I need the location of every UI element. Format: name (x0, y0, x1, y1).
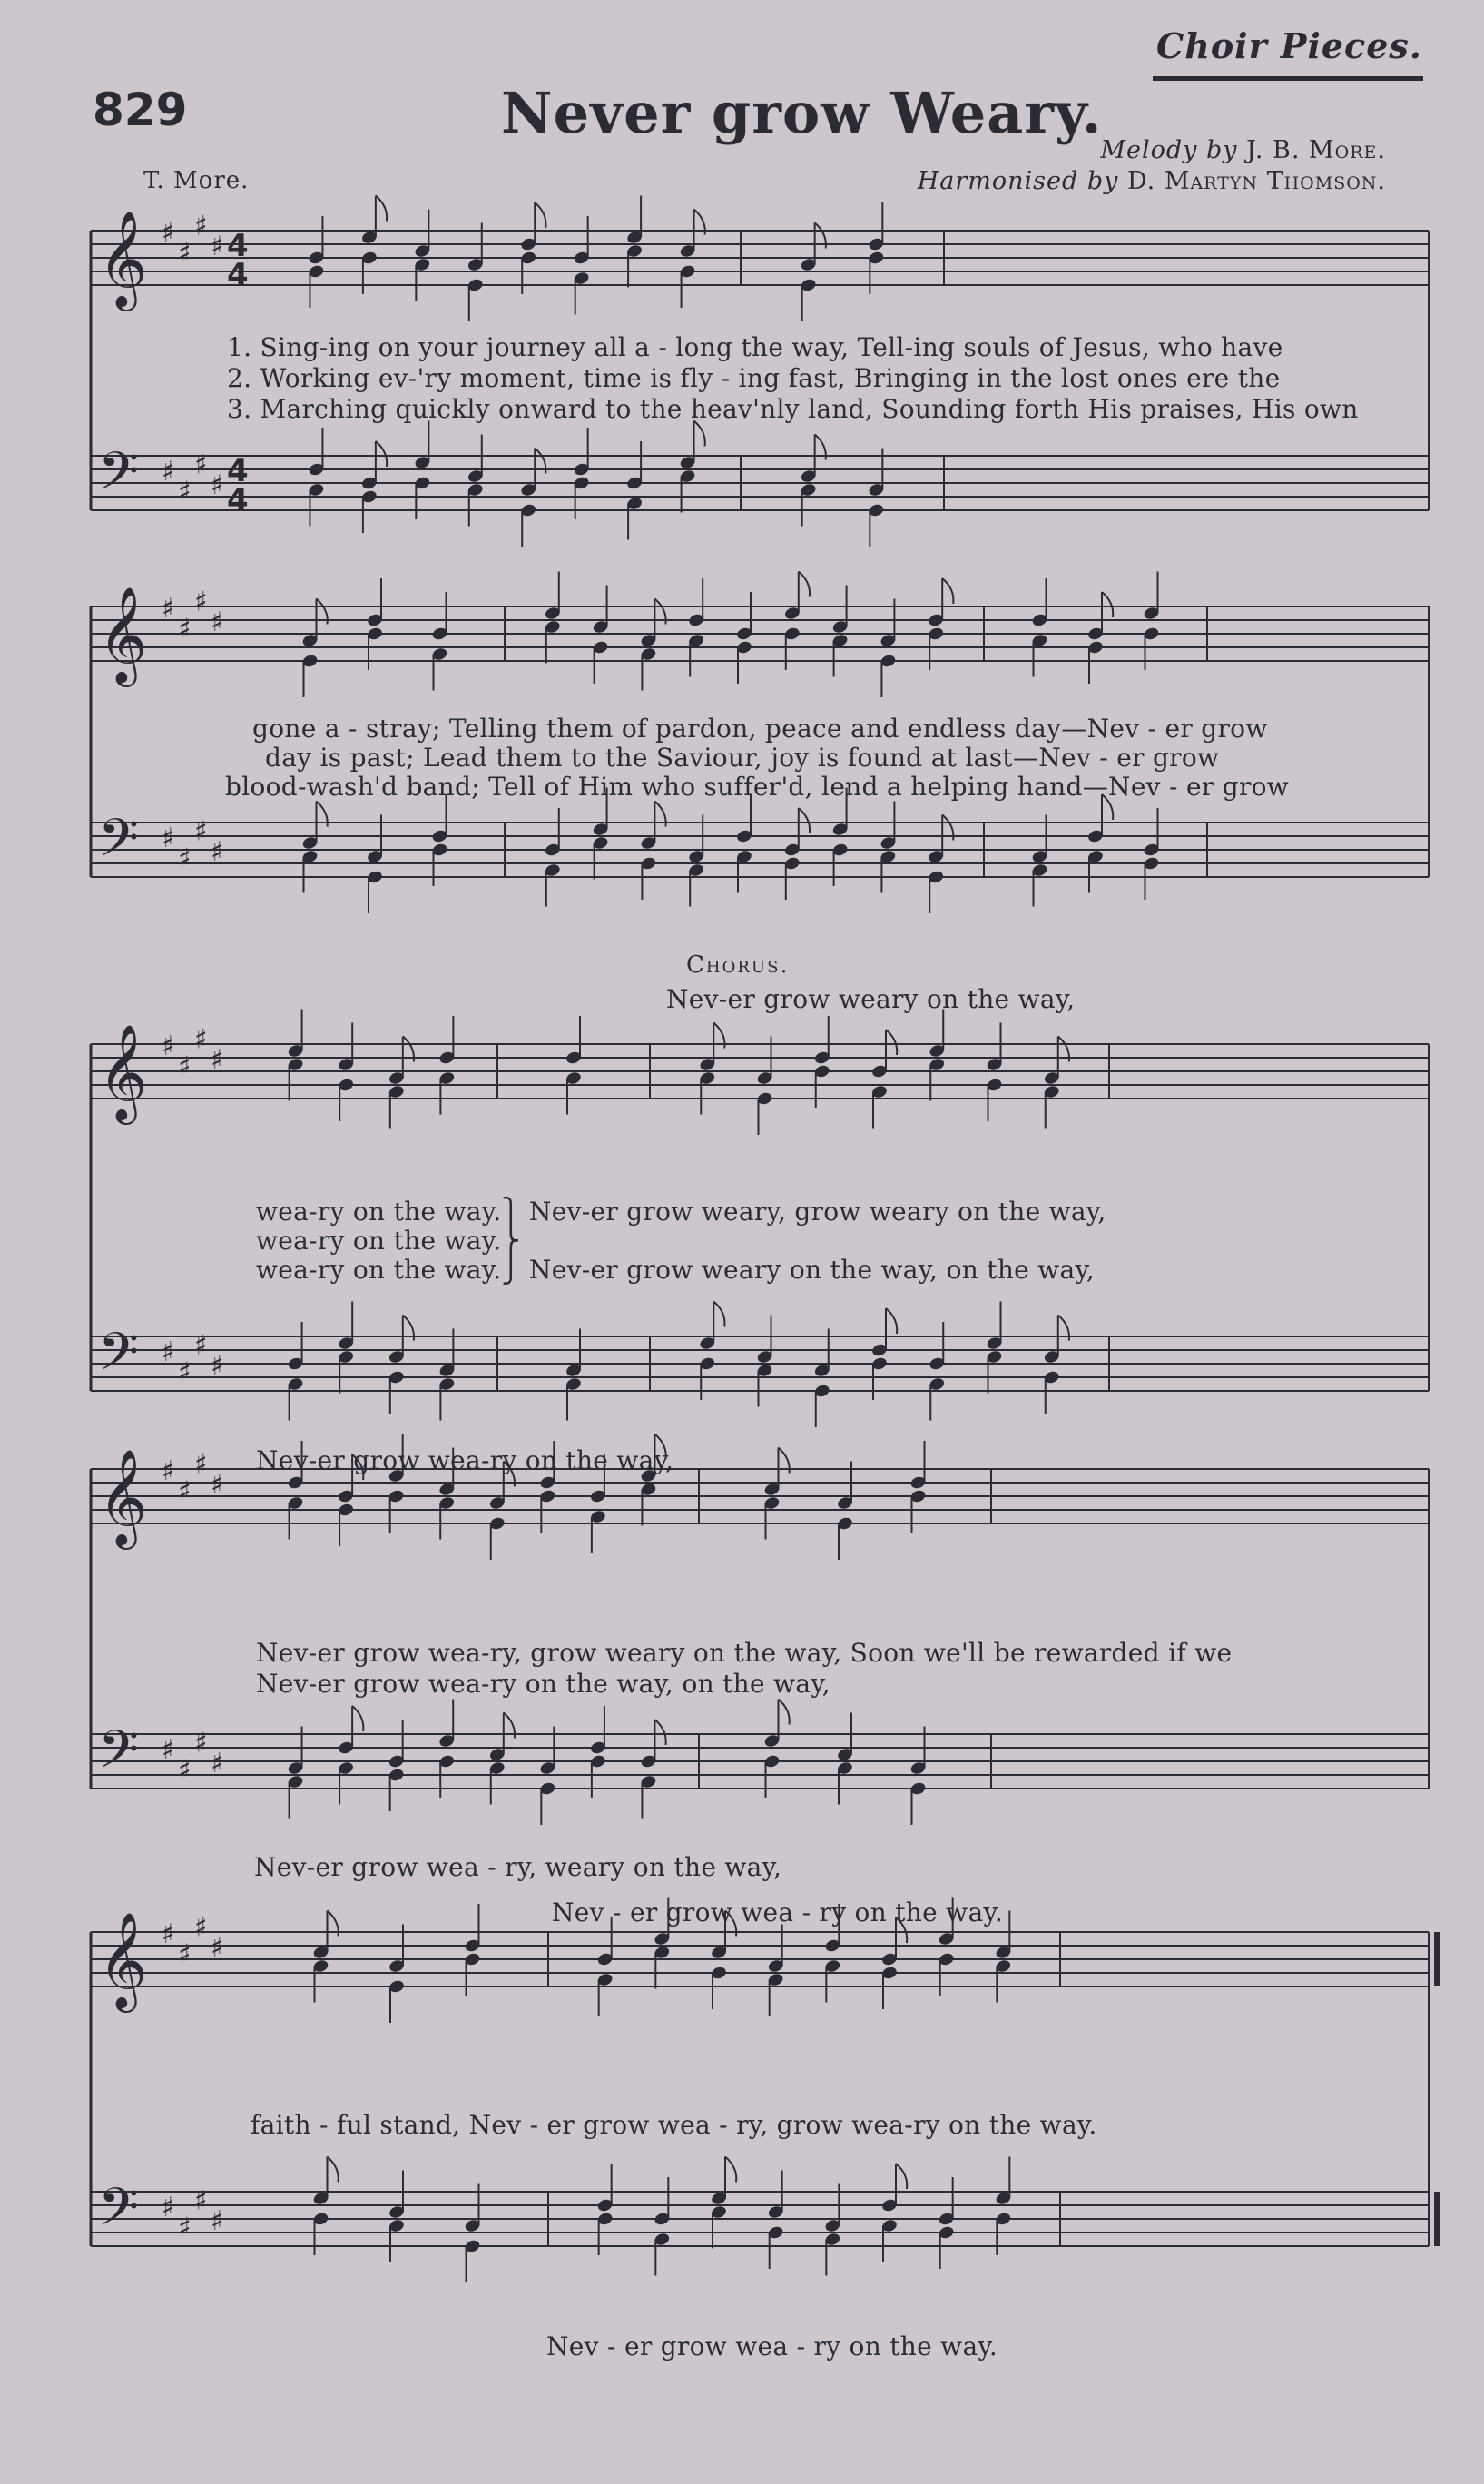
sharp-icon: ♯ (194, 1329, 208, 1362)
bass-clef-icon: 𝄢 (98, 1321, 140, 1395)
bass-clef-icon: 𝄢 (98, 807, 140, 882)
note-flag (725, 2157, 736, 2183)
sharp-icon: ♯ (211, 1350, 224, 1382)
sharp-icon: ♯ (211, 231, 224, 262)
section-label: Choir Pieces. (1155, 25, 1422, 66)
sharp-icon: ♯ (162, 1455, 175, 1487)
note-flag (535, 202, 545, 228)
note-flag (352, 1706, 363, 1731)
chorus-alto-cue: Nev-er grow weary on the way, (666, 984, 1076, 1014)
time-signature: 4 (227, 257, 249, 293)
time-signature: 4 (227, 482, 249, 518)
melody-credit-name: J. B. More. (1246, 136, 1386, 164)
sharp-icon: ♯ (178, 613, 192, 646)
melody-credit-prefix: Melody by (1100, 136, 1247, 164)
chorus-line-1: wea-ry on the way.⎫ Nev-er grow weary, grow weary on the way, (256, 1197, 1106, 1227)
chorus-alto-cue-2: Nev - er grow wea - ry on the way. (552, 1898, 1004, 1927)
note-flag (694, 421, 705, 447)
verse-2-line-a: 2. Working ev-'ry moment, time is fly - ing fast, Bringing in the lost ones ere the (227, 363, 1281, 393)
note-flag (376, 196, 387, 222)
sharp-icon: ♯ (162, 1918, 175, 1950)
note-flag (942, 578, 953, 604)
note-flag (896, 2164, 907, 2189)
verse-3-line-a: 3. Marching quickly onward to the heav'nly land, Sounding forth His praises, His own (227, 394, 1359, 424)
sharp-icon: ♯ (178, 1754, 192, 1787)
sharp-icon: ♯ (194, 1023, 208, 1056)
chorus-line-4a: Nev-er grow wea-ry, grow weary on the way, Soon we'll be rewarded if we (256, 1638, 1233, 1668)
note-flag (886, 1030, 897, 1055)
sharp-icon: ♯ (194, 1727, 208, 1760)
sharp-icon: ♯ (194, 1911, 208, 1944)
treble-clef-icon: 𝄞 (98, 1911, 148, 2008)
note-flag (799, 808, 810, 833)
note-flag (376, 441, 387, 467)
note-flag (779, 1700, 790, 1725)
time-signature: 4 (227, 228, 249, 264)
chorus-line-5: faith - ful stand, Nev - er grow wea - ry, grow wea-ry on the way. (251, 2110, 1097, 2140)
sharp-icon: ♯ (178, 2212, 192, 2244)
sharp-icon: ♯ (194, 210, 208, 242)
bass-clef-icon: 𝄢 (98, 2176, 140, 2251)
sharp-icon: ♯ (178, 1475, 192, 1508)
treble-clef-icon: 𝄞 (98, 1023, 148, 1120)
note-flag (713, 1302, 724, 1327)
note-flag (654, 1720, 665, 1745)
sharp-icon: ♯ (211, 1748, 224, 1779)
tune-author: T. More. (143, 167, 250, 194)
harmony-credit-name: D. Martyn Thomson. (1126, 167, 1386, 195)
sharp-icon: ♯ (178, 1356, 192, 1389)
sharp-icon: ♯ (178, 237, 192, 270)
sharp-icon: ♯ (194, 448, 208, 481)
sharp-icon: ♯ (162, 1030, 175, 1062)
note-flag (886, 1308, 897, 1334)
sharp-icon: ♯ (162, 1336, 175, 1368)
verse-1-line-a: 1. Sing-ing on your journey all a - long the way, Tell-ing souls of Jesus, who have (227, 332, 1283, 362)
chorus-bass-cue-1: Nev-er grow wea-ry on the way, (256, 1445, 674, 1475)
sharp-icon: ♯ (211, 1044, 224, 1076)
sharp-icon: ♯ (211, 1469, 224, 1501)
sharp-icon: ♯ (211, 836, 224, 868)
chorus-line-3: wea-ry on the way.⎭ Nev-er grow weary on the way, on the way, (256, 1255, 1096, 1285)
sharp-icon: ♯ (162, 217, 175, 249)
sharp-icon: ♯ (211, 1932, 224, 1964)
treble-clef-icon: 𝄞 (98, 586, 148, 683)
treble-clef-icon: 𝄞 (98, 210, 148, 307)
note-flag (328, 2157, 339, 2183)
sharp-icon: ♯ (162, 1734, 175, 1766)
sharp-icon: ♯ (194, 2184, 208, 2217)
sharp-icon: ♯ (162, 823, 175, 854)
verse-3-line-b: blood-wash'd band; Tell of Him who suffer'd, lend a helping hand—Nev - er grow (225, 772, 1290, 802)
chorus-label: Chorus. (686, 951, 790, 979)
bass-clef-icon: 𝄢 (98, 1719, 140, 1793)
note-flag (1102, 592, 1113, 617)
sharp-icon: ♯ (162, 593, 175, 625)
chorus-line-2: wea-ry on the way.⎬ (256, 1226, 521, 1256)
sharp-icon: ♯ (211, 469, 224, 501)
sharp-icon: ♯ (194, 1448, 208, 1481)
hymn-title: Never grow Weary. (501, 80, 1103, 146)
treble-clef-icon: 𝄞 (98, 1448, 148, 1545)
sharp-icon: ♯ (194, 815, 208, 848)
time-signature: 4 (227, 453, 249, 489)
sharp-icon: ♯ (178, 843, 192, 875)
chorus-line-4b: Nev-er grow wea-ry on the way, on the way, (256, 1669, 830, 1699)
sharp-icon: ♯ (162, 456, 175, 488)
hymn-number: 829 (93, 84, 188, 136)
chorus-bass-cue-3: Nev - er grow wea - ry on the way. (546, 2331, 998, 2361)
sharp-icon: ♯ (211, 2205, 224, 2237)
chorus-bass-cue-2: Nev-er grow wea - ry, weary on the way, (254, 1852, 782, 1882)
bass-clef-icon: 𝄢 (98, 440, 140, 515)
sharp-icon: ♯ (194, 586, 208, 618)
sharp-icon: ♯ (162, 2192, 175, 2223)
sharp-icon: ♯ (178, 1938, 192, 1971)
harmony-credit-prefix: Harmonised by (917, 167, 1127, 195)
verse-2-line-b: day is past; Lead them to the Saviour, joy is found at last—Nev - er grow (265, 743, 1220, 773)
sharp-icon: ♯ (211, 606, 224, 638)
verse-1-line-b: gone a - stray; Telling them of pardon, peace and endless day—Nev - er grow (252, 714, 1268, 744)
note-flag (799, 572, 810, 597)
sharp-icon: ♯ (178, 476, 192, 508)
sharp-icon: ♯ (178, 1050, 192, 1083)
